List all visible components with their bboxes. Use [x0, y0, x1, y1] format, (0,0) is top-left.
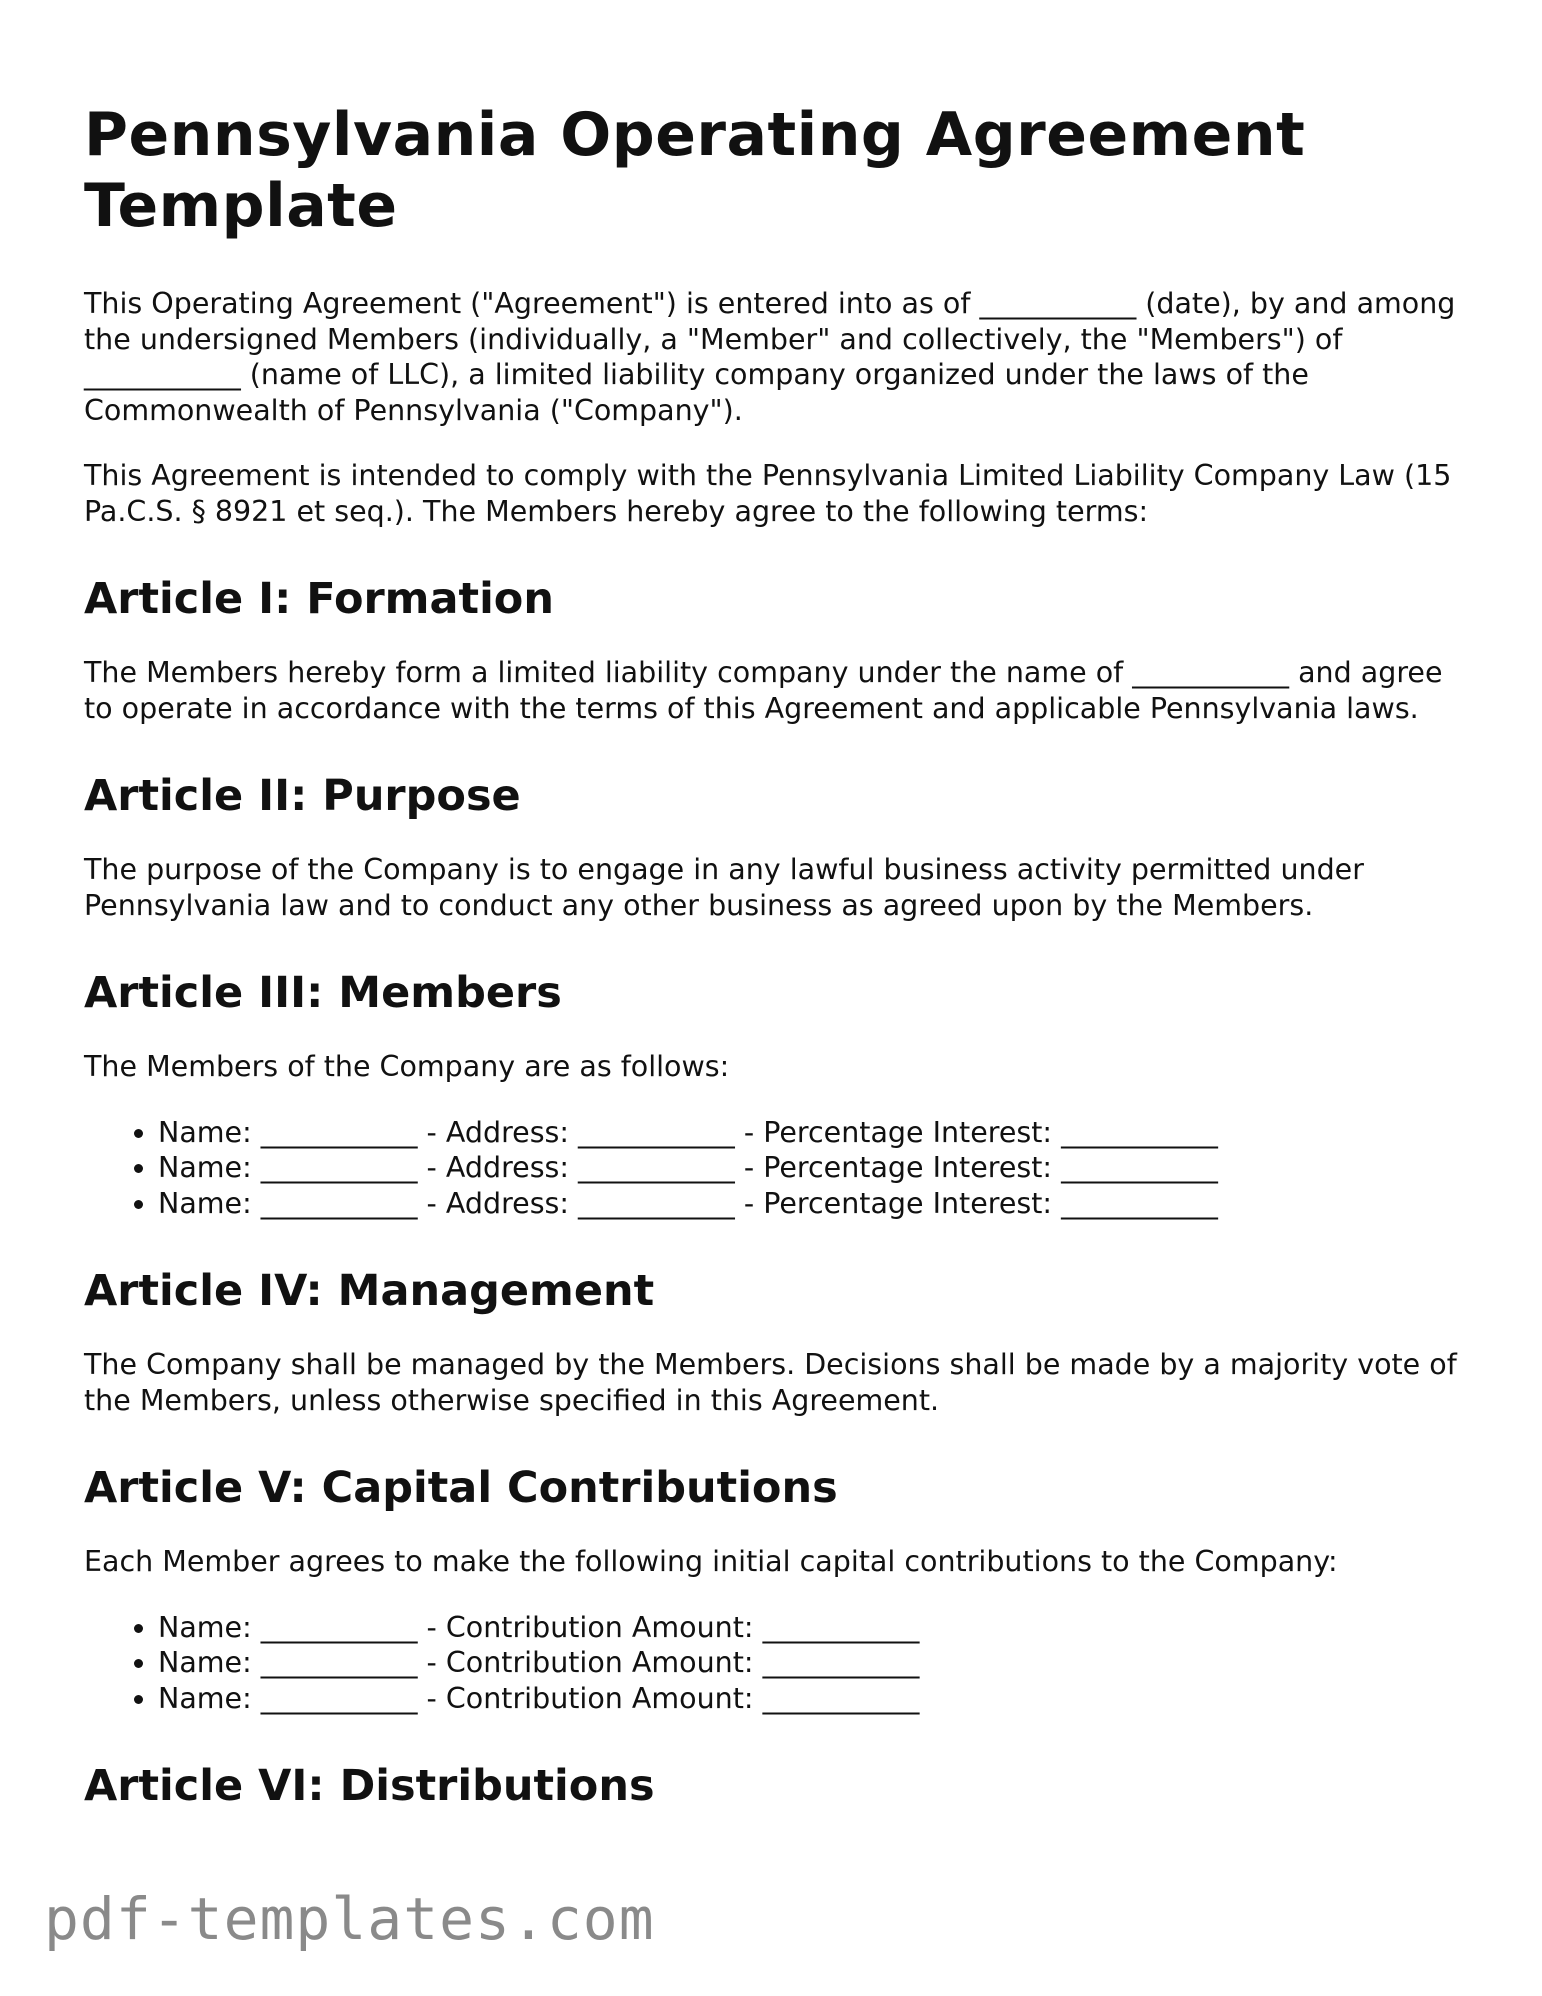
article-2-heading: Article II: Purpose — [84, 771, 521, 821]
article-2-text: The purpose of the Company is to engage in any lawful business activity permitted under Pennsylvania law and to conduct any other business as agreed upon by the Members. — [84, 853, 1364, 922]
intro-paragraph-1: This Operating Agreement ("Agreement") is entered into as of ___________ (date), by and among the undersigned Members (individually, a "Member" and collectively, the "Members") of ___________ (name of LLC), a limited liability company organized under the laws of the Commonwealth of Pennsylvania ("Company"). — [84, 287, 1456, 427]
intro-paragraph-2: This Agreement is intended to comply with the Pennsylvania Limited Liability Company Law (15 Pa.C.S. § 8921 et seq.). The Members hereby agree to the following terms: — [84, 459, 1452, 528]
list-item: • Name: ___________ - Address: ___________ - Percentage Interest: ___________ — [158, 1150, 1464, 1186]
article-3-text: The Members of the Company are as follows: — [84, 1050, 730, 1083]
article-3-heading: Article III: Members — [84, 968, 562, 1018]
list-item: • Name: ___________ - Address: ___________ - Percentage Interest: ___________ — [158, 1186, 1464, 1222]
contributions-list — [84, 1610, 1464, 1717]
article-4-text: The Company shall be managed by the Members. Decisions shall be made by a majority vote of the Members, unless otherwise specified in this Agreement. — [84, 1348, 1457, 1417]
watermark: pdf-templates.com — [44, 1885, 655, 1953]
article-4-heading: Article IV: Management — [84, 1266, 655, 1316]
list-item: • Name: ___________ - Address: ___________ - Percentage Interest: ___________ — [158, 1115, 1464, 1151]
members-list — [84, 1115, 1464, 1222]
list-item: • Name: ___________ - Contribution Amount: ___________ — [158, 1610, 1464, 1646]
article-5-text: Each Member agrees to make the following initial capital contributions to the Company: — [84, 1545, 1338, 1578]
list-item: • Name: ___________ - Contribution Amount: ___________ — [158, 1681, 1464, 1717]
document-page — [84, 100, 1464, 1842]
article-5-heading: Article V: Capital Contributions — [84, 1463, 838, 1513]
document-title: Pennsylvania Operating Agreement Template — [84, 100, 1306, 241]
article-6-heading: Article VI: Distributions — [84, 1761, 655, 1811]
list-item: • Name: ___________ - Contribution Amount: ___________ — [158, 1645, 1464, 1681]
article-1-text: The Members hereby form a limited liability company under the name of ___________ and agree to operate in accordance with the terms of this Agreement and applicable Pennsylvania laws. — [84, 656, 1443, 725]
article-1-heading: Article I: Formation — [84, 574, 554, 624]
